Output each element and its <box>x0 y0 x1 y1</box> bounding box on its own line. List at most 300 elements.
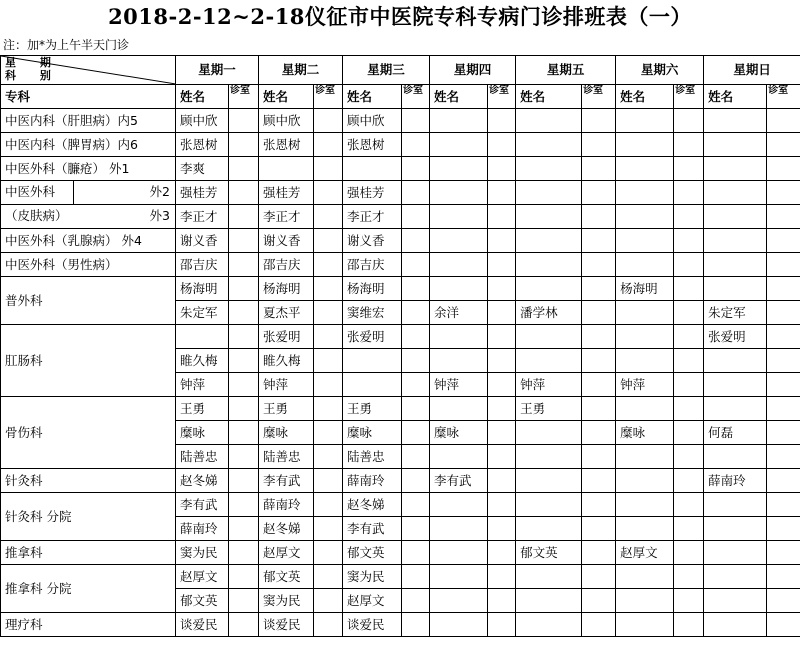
dept-cell: 推拿科 <box>1 541 176 565</box>
room-cell <box>488 301 516 325</box>
doctor-name-cell <box>516 157 582 181</box>
doctor-name-cell <box>616 181 674 205</box>
doctor-name-cell: 糜咏 <box>259 421 314 445</box>
room-cell <box>674 181 704 205</box>
doctor-name-cell: 赵厚文 <box>176 565 229 589</box>
doctor-name-cell: 钟萍 <box>430 373 488 397</box>
room-cell <box>314 541 343 565</box>
room-cell <box>488 229 516 253</box>
room-cell <box>488 469 516 493</box>
doctor-name-cell <box>430 349 488 373</box>
room-cell <box>767 229 800 253</box>
room-cell <box>582 229 616 253</box>
day-header-sat: 星期六 <box>616 56 704 85</box>
room-cell <box>488 397 516 421</box>
doctor-name-cell: 赵厚文 <box>616 541 674 565</box>
room-cell <box>674 349 704 373</box>
doctor-name-cell <box>430 541 488 565</box>
doctor-name-cell: 李正才 <box>176 205 229 229</box>
doctor-name-cell: 杨海明 <box>259 277 314 301</box>
dept-label: 中医外科 <box>5 184 56 199</box>
doctor-name-cell <box>430 109 488 133</box>
room-cell <box>314 253 343 277</box>
room-cell <box>767 589 800 613</box>
room-cell <box>402 157 430 181</box>
room-cell <box>582 373 616 397</box>
room-cell <box>488 445 516 469</box>
room-cell <box>767 181 800 205</box>
dept-cell: 理疗科 <box>1 613 176 637</box>
doctor-name-cell: 张恩树 <box>343 133 402 157</box>
doctor-name-cell: 睢久梅 <box>176 349 229 373</box>
room-cell <box>674 565 704 589</box>
doctor-name-cell: 邵吉庆 <box>343 253 402 277</box>
table-row <box>1 229 800 253</box>
doctor-name-cell: 王勇 <box>176 397 229 421</box>
doctor-name-cell <box>516 493 582 517</box>
doctor-name-cell: 钟萍 <box>259 373 314 397</box>
room-cell <box>402 253 430 277</box>
room-cell <box>229 157 259 181</box>
room-cell <box>402 589 430 613</box>
corner-cell <box>1 56 176 85</box>
room-cell <box>674 469 704 493</box>
room-cell <box>767 157 800 181</box>
doctor-name-cell: 顾中欣 <box>343 109 402 133</box>
room-cell <box>314 325 343 349</box>
doctor-name-cell: 李有武 <box>343 517 402 541</box>
doctor-name-cell <box>343 349 402 373</box>
doctor-name-cell: 张爱明 <box>704 325 767 349</box>
room-cell <box>402 565 430 589</box>
doctor-name-cell <box>516 445 582 469</box>
room-cell <box>229 589 259 613</box>
corner-dept-label: 科 别 <box>5 69 61 82</box>
doctor-name-cell <box>704 277 767 301</box>
doctor-name-cell <box>704 445 767 469</box>
dept-room-label: 外2 <box>149 184 170 199</box>
room-cell <box>674 133 704 157</box>
name-header: 姓名 <box>176 85 229 109</box>
room-cell <box>402 445 430 469</box>
doctor-name-cell: 何磊 <box>704 421 767 445</box>
corner-weekday-label: 星 期 <box>5 56 61 69</box>
doctor-name-cell <box>516 349 582 373</box>
doctor-name-cell <box>430 565 488 589</box>
room-cell <box>229 229 259 253</box>
doctor-name-cell: 薛南玲 <box>704 469 767 493</box>
doctor-name-cell <box>259 157 314 181</box>
name-header: 姓名 <box>259 85 314 109</box>
doctor-name-cell: 谢义香 <box>176 229 229 253</box>
room-cell <box>314 229 343 253</box>
room-cell <box>767 613 800 637</box>
room-cell <box>314 589 343 613</box>
room-cell <box>488 565 516 589</box>
room-cell <box>488 517 516 541</box>
doctor-name-cell: 谢义香 <box>343 229 402 253</box>
doctor-name-cell <box>616 301 674 325</box>
name-header: 姓名 <box>343 85 402 109</box>
doctor-name-cell: 强桂芳 <box>176 181 229 205</box>
room-cell <box>402 517 430 541</box>
doctor-name-cell: 糜咏 <box>430 421 488 445</box>
dept-column-header: 专科 <box>1 85 176 109</box>
doctor-name-cell <box>704 205 767 229</box>
doctor-name-cell: 潘学林 <box>516 301 582 325</box>
room-cell <box>767 397 800 421</box>
room-cell <box>582 541 616 565</box>
room-cell <box>582 397 616 421</box>
room-cell <box>582 613 616 637</box>
day-header-mon: 星期一 <box>176 56 259 85</box>
doctor-name-cell <box>516 109 582 133</box>
room-cell <box>674 277 704 301</box>
room-header: 诊室 <box>488 85 516 109</box>
room-cell <box>229 469 259 493</box>
table-row <box>1 205 800 229</box>
room-cell <box>314 421 343 445</box>
table-row <box>1 613 800 637</box>
doctor-name-cell: 郁文英 <box>516 541 582 565</box>
cell-divider <box>73 181 74 204</box>
room-cell <box>674 613 704 637</box>
note-text: 注：加*为上午半天门诊 <box>3 38 130 52</box>
doctor-name-cell <box>616 397 674 421</box>
doctor-name-cell <box>704 493 767 517</box>
doctor-name-cell <box>704 109 767 133</box>
dept-cell: 肛肠科 <box>1 325 176 397</box>
room-cell <box>402 229 430 253</box>
doctor-name-cell <box>430 325 488 349</box>
room-cell <box>402 325 430 349</box>
doctor-name-cell: 强桂芳 <box>259 181 314 205</box>
doctor-name-cell <box>616 349 674 373</box>
room-cell <box>674 205 704 229</box>
doctor-name-cell <box>704 253 767 277</box>
doctor-name-cell <box>430 613 488 637</box>
doctor-name-cell <box>430 133 488 157</box>
table-row <box>1 253 800 277</box>
room-header: 诊室 <box>767 85 800 109</box>
room-cell <box>402 493 430 517</box>
table-row <box>1 133 800 157</box>
name-header: 姓名 <box>704 85 767 109</box>
room-cell <box>402 421 430 445</box>
doctor-name-cell <box>430 181 488 205</box>
table-row <box>1 541 800 565</box>
doctor-name-cell: 郁文英 <box>259 565 314 589</box>
room-cell <box>674 517 704 541</box>
doctor-name-cell: 张爱明 <box>259 325 314 349</box>
dept-cell: 中医内科（脾胃病）内6 <box>1 133 176 157</box>
doctor-name-cell: 王勇 <box>516 397 582 421</box>
room-cell <box>767 301 800 325</box>
doctor-name-cell <box>704 373 767 397</box>
doctor-name-cell <box>430 445 488 469</box>
room-cell <box>402 397 430 421</box>
room-cell <box>767 517 800 541</box>
room-cell <box>674 445 704 469</box>
sub-header-row <box>1 85 800 109</box>
room-cell <box>582 109 616 133</box>
room-cell <box>229 517 259 541</box>
room-cell <box>488 349 516 373</box>
room-cell <box>229 613 259 637</box>
room-cell <box>402 301 430 325</box>
doctor-name-cell <box>704 157 767 181</box>
room-cell <box>314 349 343 373</box>
room-cell <box>402 205 430 229</box>
doctor-name-cell <box>516 277 582 301</box>
doctor-name-cell <box>616 229 674 253</box>
room-cell <box>229 565 259 589</box>
doctor-name-cell: 强桂芳 <box>343 181 402 205</box>
name-header: 姓名 <box>616 85 674 109</box>
room-cell <box>402 109 430 133</box>
doctor-name-cell <box>516 133 582 157</box>
doctor-name-cell: 陆善忠 <box>343 445 402 469</box>
room-cell <box>229 445 259 469</box>
day-header-row <box>1 56 800 85</box>
room-header: 诊室 <box>314 85 343 109</box>
room-cell <box>767 445 800 469</box>
room-cell <box>229 133 259 157</box>
doctor-name-cell <box>430 277 488 301</box>
room-cell <box>582 301 616 325</box>
doctor-name-cell: 谈爱民 <box>259 613 314 637</box>
dept-room-label: 外3 <box>149 208 170 223</box>
room-cell <box>582 277 616 301</box>
doctor-name-cell <box>616 325 674 349</box>
dept-cell: 中医外科（男性病） <box>1 253 176 277</box>
room-cell <box>767 277 800 301</box>
doctor-name-cell: 李有武 <box>259 469 314 493</box>
room-cell <box>674 421 704 445</box>
table-row <box>1 277 800 301</box>
doctor-name-cell: 窦维宏 <box>343 301 402 325</box>
doctor-name-cell <box>616 445 674 469</box>
room-header: 诊室 <box>229 85 259 109</box>
room-cell <box>402 373 430 397</box>
room-cell <box>229 325 259 349</box>
room-cell <box>402 469 430 493</box>
doctor-name-cell: 顾中欣 <box>259 109 314 133</box>
room-cell <box>767 373 800 397</box>
room-cell <box>229 493 259 517</box>
doctor-name-cell: 赵厚文 <box>259 541 314 565</box>
room-cell <box>582 517 616 541</box>
room-cell <box>767 325 800 349</box>
room-cell <box>767 349 800 373</box>
room-cell <box>314 301 343 325</box>
room-cell <box>488 133 516 157</box>
doctor-name-cell: 邵吉庆 <box>176 253 229 277</box>
room-cell <box>674 253 704 277</box>
doctor-name-cell: 谢义香 <box>259 229 314 253</box>
doctor-name-cell: 杨海明 <box>616 277 674 301</box>
doctor-name-cell: 余洋 <box>430 301 488 325</box>
doctor-name-cell: 赵冬娣 <box>176 469 229 493</box>
doctor-name-cell: 李爽 <box>176 157 229 181</box>
room-cell <box>488 253 516 277</box>
room-cell <box>674 109 704 133</box>
doctor-name-cell <box>516 565 582 589</box>
room-cell <box>402 133 430 157</box>
doctor-name-cell <box>516 181 582 205</box>
doctor-name-cell <box>430 493 488 517</box>
room-cell <box>582 589 616 613</box>
room-cell <box>767 133 800 157</box>
dept-cell: 中医内科（肝胆病）内5 <box>1 109 176 133</box>
doctor-name-cell <box>430 397 488 421</box>
room-cell <box>314 493 343 517</box>
doctor-name-cell <box>516 421 582 445</box>
room-cell <box>767 541 800 565</box>
room-header: 诊室 <box>674 85 704 109</box>
doctor-name-cell <box>616 133 674 157</box>
doctor-name-cell: 张爱明 <box>343 325 402 349</box>
doctor-name-cell <box>616 493 674 517</box>
doctor-name-cell <box>616 253 674 277</box>
doctor-name-cell <box>430 253 488 277</box>
doctor-name-cell: 赵冬娣 <box>259 517 314 541</box>
room-cell <box>488 109 516 133</box>
room-cell <box>582 469 616 493</box>
doctor-name-cell: 薛南玲 <box>259 493 314 517</box>
dept-cell <box>1 205 176 229</box>
doctor-name-cell <box>704 349 767 373</box>
room-cell <box>674 373 704 397</box>
room-cell <box>488 181 516 205</box>
room-cell <box>402 181 430 205</box>
name-header: 姓名 <box>516 85 582 109</box>
doctor-name-cell: 郁文英 <box>343 541 402 565</box>
dept-cell: 中医外科（臁疮） 外1 <box>1 157 176 181</box>
room-cell <box>582 253 616 277</box>
dept-label: （皮肤病） <box>5 208 68 223</box>
room-cell <box>582 325 616 349</box>
room-cell <box>488 205 516 229</box>
doctor-name-cell <box>704 541 767 565</box>
doctor-name-cell <box>704 181 767 205</box>
room-cell <box>767 109 800 133</box>
room-cell <box>582 157 616 181</box>
room-cell <box>674 397 704 421</box>
doctor-name-cell <box>343 373 402 397</box>
doctor-name-cell <box>430 205 488 229</box>
doctor-name-cell <box>616 157 674 181</box>
room-cell <box>582 205 616 229</box>
doctor-name-cell: 杨海明 <box>176 277 229 301</box>
doctor-name-cell <box>430 589 488 613</box>
schedule-table <box>0 55 800 637</box>
doctor-name-cell <box>704 133 767 157</box>
doctor-name-cell <box>704 589 767 613</box>
room-cell <box>674 325 704 349</box>
doctor-name-cell: 糜咏 <box>343 421 402 445</box>
room-cell <box>229 205 259 229</box>
doctor-name-cell: 王勇 <box>343 397 402 421</box>
room-cell <box>674 229 704 253</box>
doctor-name-cell: 陆善忠 <box>176 445 229 469</box>
doctor-name-cell: 李有武 <box>430 469 488 493</box>
doctor-name-cell: 张恩树 <box>259 133 314 157</box>
dept-cell: 中医外科（乳腺病） 外4 <box>1 229 176 253</box>
room-cell <box>314 181 343 205</box>
room-cell <box>582 421 616 445</box>
room-cell <box>674 301 704 325</box>
doctor-name-cell <box>516 229 582 253</box>
room-cell <box>582 565 616 589</box>
room-header: 诊室 <box>582 85 616 109</box>
doctor-name-cell <box>616 469 674 493</box>
doctor-name-cell <box>516 517 582 541</box>
doctor-name-cell <box>616 205 674 229</box>
room-cell <box>402 541 430 565</box>
room-cell <box>229 181 259 205</box>
table-row <box>1 109 800 133</box>
room-cell <box>674 493 704 517</box>
doctor-name-cell <box>430 229 488 253</box>
doctor-name-cell: 窦为民 <box>259 589 314 613</box>
room-cell <box>488 493 516 517</box>
dept-cell: 推拿科 分院 <box>1 565 176 613</box>
doctor-name-cell: 李有武 <box>176 493 229 517</box>
room-header: 诊室 <box>402 85 430 109</box>
room-cell <box>488 157 516 181</box>
doctor-name-cell <box>516 325 582 349</box>
doctor-name-cell <box>704 229 767 253</box>
doctor-name-cell: 王勇 <box>259 397 314 421</box>
doctor-name-cell: 陆善忠 <box>259 445 314 469</box>
room-cell <box>229 277 259 301</box>
room-cell <box>488 373 516 397</box>
day-header-sun: 星期日 <box>704 56 800 85</box>
doctor-name-cell <box>430 157 488 181</box>
room-cell <box>229 397 259 421</box>
room-cell <box>314 397 343 421</box>
doctor-name-cell <box>704 565 767 589</box>
doctor-name-cell: 郁文英 <box>176 589 229 613</box>
doctor-name-cell <box>176 325 229 349</box>
room-cell <box>229 373 259 397</box>
doctor-name-cell: 李正才 <box>343 205 402 229</box>
room-cell <box>488 613 516 637</box>
room-cell <box>767 421 800 445</box>
doctor-name-cell: 夏杰平 <box>259 301 314 325</box>
room-cell <box>488 541 516 565</box>
room-cell <box>767 469 800 493</box>
room-cell <box>674 541 704 565</box>
room-cell <box>314 469 343 493</box>
room-cell <box>229 301 259 325</box>
day-header-thu: 星期四 <box>430 56 516 85</box>
doctor-name-cell <box>516 253 582 277</box>
room-cell <box>582 493 616 517</box>
doctor-name-cell: 糜咏 <box>176 421 229 445</box>
room-cell <box>314 373 343 397</box>
room-cell <box>488 589 516 613</box>
doctor-name-cell: 薛南玲 <box>343 469 402 493</box>
day-header-fri: 星期五 <box>516 56 616 85</box>
dept-cell: 针灸科 <box>1 469 176 493</box>
room-cell <box>229 541 259 565</box>
room-cell <box>767 493 800 517</box>
table-row <box>1 325 800 349</box>
room-cell <box>229 421 259 445</box>
room-cell <box>488 325 516 349</box>
